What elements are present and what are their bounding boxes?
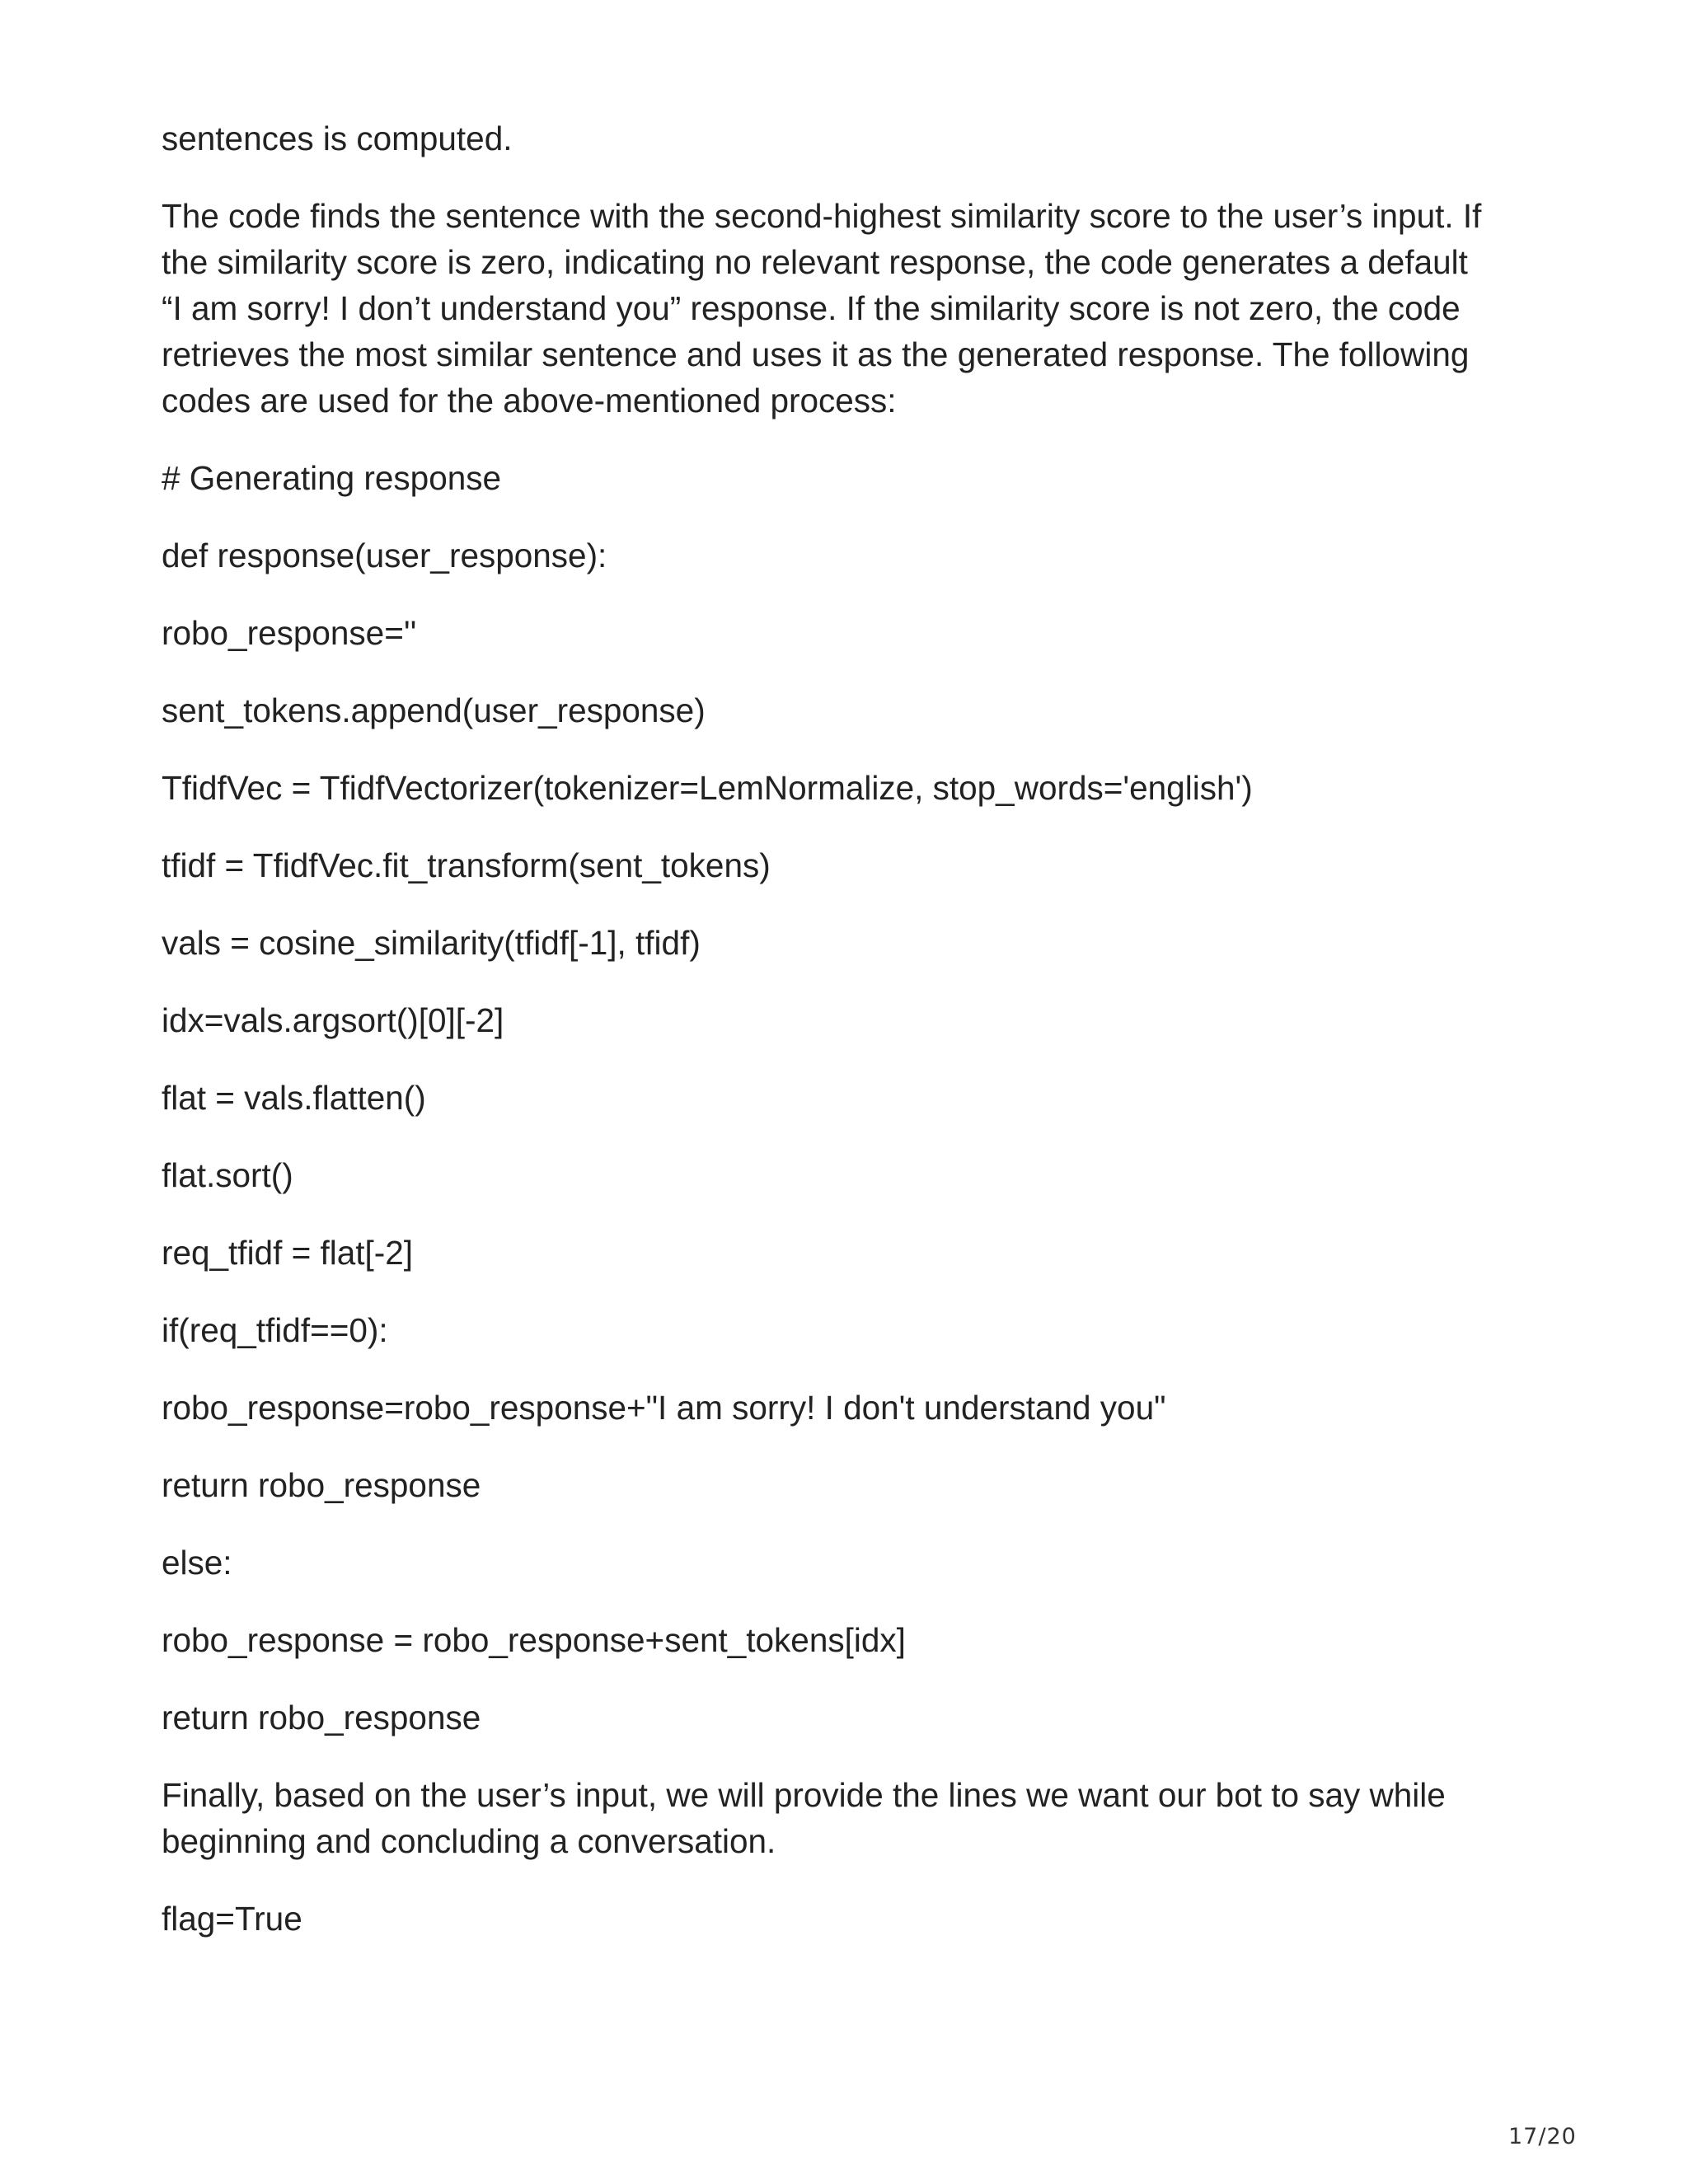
paragraph-intro-fragment: sentences is computed. (162, 120, 513, 157)
code-line: robo_response = robo_response+sent_tokens[idx] (162, 1621, 906, 1659)
code-line: else: (162, 1544, 232, 1582)
code-line: robo_response='' (162, 614, 417, 652)
code-line: flat = vals.flatten() (162, 1079, 426, 1117)
code-line-def: def response(user_response): (162, 537, 607, 574)
document-body (162, 115, 1497, 1973)
code-line: TfidfVec = TfidfVectorizer(tokenizer=LemNormalize, stop_words='english') (162, 769, 1253, 807)
paragraph-conclusion: Finally, based on the user’s input, we will provide the lines we want our bot to say while beginning and concluding a conversation. (162, 1776, 1456, 1860)
code-line: sent_tokens.append(user_response) (162, 691, 706, 729)
code-line: robo_response=robo_response+"I am sorry! I don't understand you" (162, 1389, 1166, 1427)
code-line: flag=True (162, 1900, 302, 1938)
code-line: flat.sort() (162, 1156, 293, 1194)
code-line: return robo_response (162, 1466, 481, 1504)
page-number: 17/20 (1508, 2124, 1577, 2149)
code-line: tfidf = TfidfVec.fit_transform(sent_tokens) (162, 846, 771, 884)
code-line: idx=vals.argsort()[0][-2] (162, 1001, 504, 1039)
paragraph-explanation: The code finds the sentence with the second-highest similarity score to the user’s input. If the similarity score is zero, indicating no relevant response, the code generates a default “I am sorry! I don’t understand you” response. If the similarity score is not zero, the code retrieves the most similar sentence and uses it as the generated response. The following codes are used for the above-mentioned process: (162, 197, 1491, 419)
code-line: return robo_response (162, 1699, 481, 1736)
code-line: if(req_tfidf==0): (162, 1311, 388, 1349)
code-line: vals = cosine_similarity(tfidf[-1], tfidf) (162, 924, 701, 962)
code-line-comment: # Generating response (162, 459, 502, 497)
code-line: req_tfidf = flat[-2] (162, 1234, 414, 1272)
